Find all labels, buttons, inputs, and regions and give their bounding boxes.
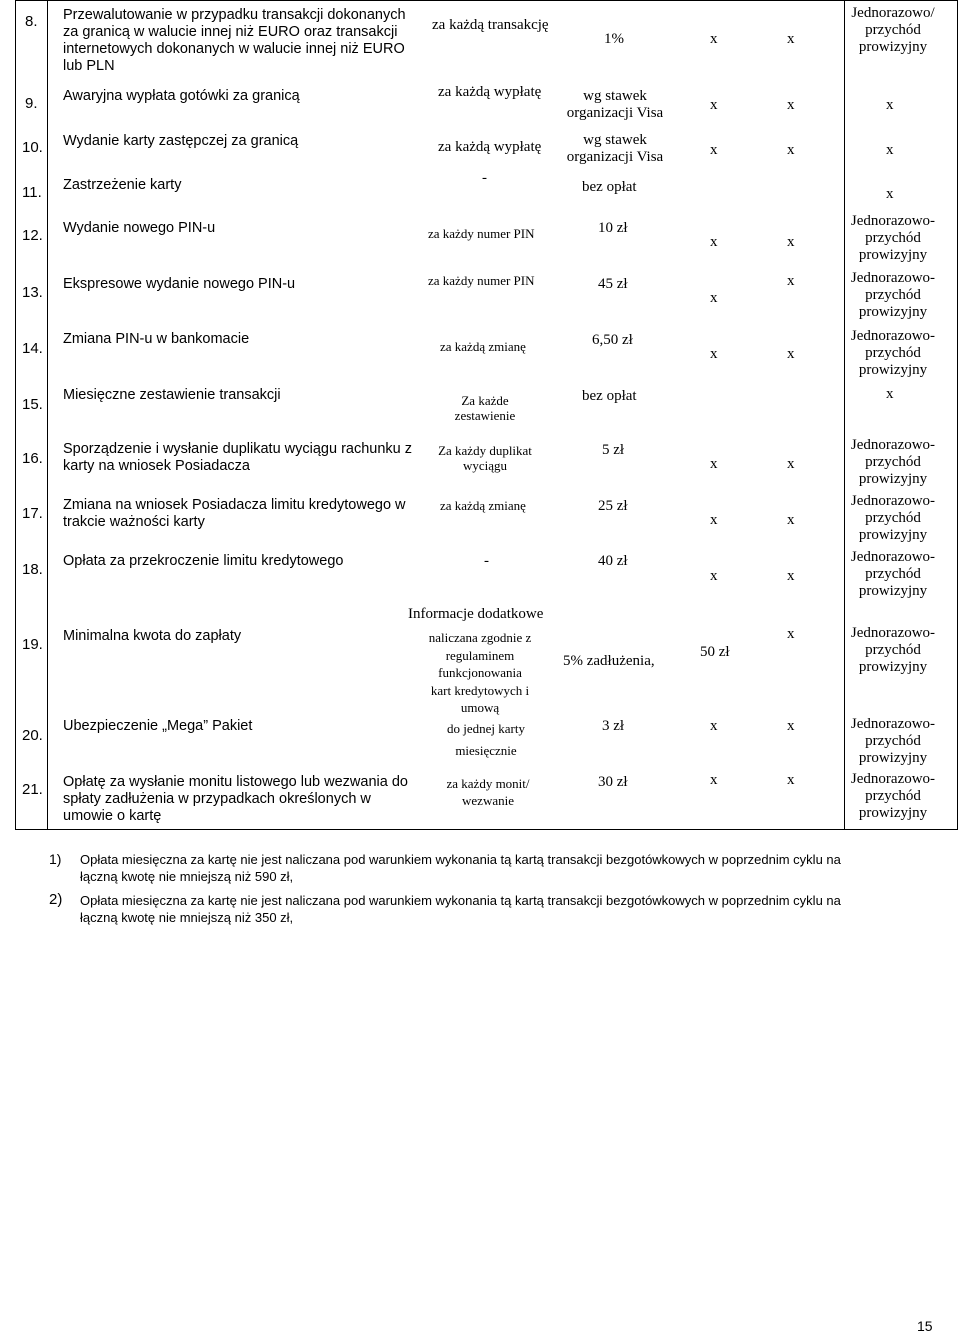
- cell-x: x: [787, 234, 795, 250]
- fee-description: Ubezpieczenie „Mega” Pakiet: [63, 718, 253, 734]
- footnote-text: Opłata miesięczna za kartę nie jest naliczana pod warunkiem wykonania tą kartą transakcji bezgotówkowych w poprzednim cyklu na łączną kwotę nie mniejszą niż 590 zł,: [80, 852, 841, 884]
- fee-value: 30 zł: [598, 774, 628, 790]
- fee-description: Wydanie nowego PIN-u: [63, 220, 216, 236]
- fee-unit: -: [482, 170, 487, 186]
- fee-description: Minimalna kwota do zapłaty: [63, 628, 242, 644]
- fee-description: Miesięczne zestawienie transakcji: [63, 387, 281, 403]
- fee-value: bez opłat: [582, 388, 637, 404]
- cell-x: x: [710, 97, 718, 113]
- cell-x: x: [787, 273, 795, 289]
- fee-unit: Za każdy duplikat wyciągu: [438, 443, 532, 473]
- fee-value: bez opłat: [582, 179, 637, 195]
- fee-unit: Za każde zestawienie: [454, 393, 516, 423]
- fee-description: Zastrzeżenie karty: [63, 177, 182, 193]
- row-number: 9.: [25, 95, 38, 112]
- row-number: 12.: [22, 227, 43, 244]
- fee-description: Awaryjna wypłata gotówki za granicą: [63, 88, 300, 104]
- fee-type: Jednorazowo- przychód prowizyjny: [850, 549, 936, 599]
- fee-description: Sporządzenie i wysłanie duplikatu wyciągu rachunku z karty na wniosek Posiadacza: [63, 441, 412, 474]
- cell-x: x: [787, 626, 795, 642]
- fee-value: 40 zł: [598, 553, 628, 569]
- fee-type: Jednorazowo- przychód prowizyjny: [850, 328, 936, 378]
- fee-description: Zmiana PIN-u w bankomacie: [63, 331, 250, 347]
- fee-type: Jednorazowo- przychód prowizyjny: [850, 270, 936, 320]
- fee-type: Jednorazowo- przychód prowizyjny: [850, 493, 936, 543]
- cell-x: x: [886, 97, 894, 113]
- footnote-text: Opłata miesięczna za kartę nie jest naliczana pod warunkiem wykonania tą kartą transakcji bezgotówkowych w poprzednim cyklu na łączną kwotę nie mniejszą niż 350 zł,: [80, 893, 841, 925]
- fee-unit: do jednej karty miesięcznie: [447, 721, 525, 758]
- fee-unit: za każdą wypłatę: [438, 139, 542, 155]
- row-number: 20.: [22, 727, 43, 744]
- cell-x: x: [710, 290, 718, 306]
- cell-x: x: [886, 186, 894, 202]
- row-number: 10.: [22, 139, 43, 156]
- cell-x: x: [787, 31, 795, 47]
- fee-type: Jednorazowo- przychód prowizyjny: [850, 771, 936, 821]
- page-number: 15: [917, 1318, 933, 1334]
- fee-value: 25 zł: [598, 498, 628, 514]
- fee-type: Jednorazowo- przychód prowizyjny: [850, 625, 936, 675]
- cell-x: x: [710, 718, 718, 734]
- fee-type: Jednorazowo- przychód prowizyjny: [850, 716, 936, 766]
- row-number: 14.: [22, 340, 43, 357]
- row-number: 19.: [22, 636, 43, 653]
- fee-type: Jednorazowo- przychód prowizyjny: [850, 213, 936, 263]
- cell-x: x: [787, 97, 795, 113]
- fee-type: Jednorazowo- przychód prowizyjny: [850, 437, 936, 487]
- cell-x: x: [710, 31, 718, 47]
- row-number: 13.: [22, 284, 43, 301]
- cell-x: x: [886, 386, 894, 402]
- row-number: 11.: [22, 184, 42, 201]
- fee-minimum: 50 zł: [700, 644, 730, 660]
- cell-x: x: [710, 456, 718, 472]
- fee-value: wg stawek organizacji Visa: [566, 88, 664, 121]
- fee-unit: za każdą transakcję: [432, 17, 549, 33]
- fee-value: 5 zł: [602, 442, 625, 458]
- cell-x: x: [710, 512, 718, 528]
- fee-unit: naliczana zgodnie z regulaminem funkcjonowania kart kredytowych i umową: [428, 630, 532, 715]
- fee-unit: za każdy numer PIN: [428, 226, 535, 241]
- cell-x: x: [710, 234, 718, 250]
- row-number: 17.: [22, 505, 43, 522]
- fee-value: wg stawek organizacji Visa: [566, 132, 664, 165]
- cell-x: x: [787, 142, 795, 158]
- fee-value: 10 zł: [598, 220, 628, 236]
- fee-description: Wydanie karty zastępczej za granicą: [63, 133, 299, 149]
- fee-unit: -: [484, 553, 489, 569]
- fee-unit: za każdy numer PIN: [428, 273, 535, 288]
- fee-value: 3 zł: [602, 718, 625, 734]
- footnote-marker: 1): [49, 851, 62, 867]
- fee-unit: za każdą zmianę: [440, 339, 526, 354]
- row-number: 8.: [25, 13, 38, 30]
- fee-value: 1%: [604, 31, 624, 47]
- cell-x: x: [787, 456, 795, 472]
- info-header: Informacje dodatkowe: [408, 606, 544, 622]
- fee-description: Opłata za przekroczenie limitu kredytowego: [63, 553, 344, 569]
- fee-description: Zmiana na wniosek Posiadacza limitu kredytowego w trakcie ważności karty: [63, 497, 406, 530]
- row-number: 21.: [22, 781, 43, 798]
- row-number: 16.: [22, 450, 43, 467]
- fee-description: Ekspresowe wydanie nowego PIN-u: [63, 276, 296, 292]
- cell-x: x: [710, 142, 718, 158]
- row-number: 15.: [22, 396, 43, 413]
- row-number: 18.: [22, 561, 43, 578]
- cell-x: x: [886, 142, 894, 158]
- cell-x: x: [787, 568, 795, 584]
- fee-unit: za każdą zmianę: [440, 498, 526, 513]
- fee-unit: za każdy monit/ wezwanie: [446, 776, 530, 808]
- cell-x: x: [710, 346, 718, 362]
- fee-value: 6,50 zł: [592, 332, 633, 348]
- cell-x: x: [787, 718, 795, 734]
- cell-x: x: [787, 512, 795, 528]
- fee-value: 5% zadłużenia,: [563, 653, 655, 669]
- cell-x: x: [787, 346, 795, 362]
- footnote-marker: 2): [49, 891, 63, 908]
- fee-type: Jednorazowo/ przychód prowizyjny: [851, 5, 935, 55]
- fee-description: Przewalutowanie w przypadku transakcji dokonanych za granicą w walucie innej niż EURO oraz transakcji internetowych dokonanych w walucie innej niż EURO lub PLN: [63, 7, 406, 74]
- cell-x: x: [787, 772, 795, 788]
- fee-unit: za każdą wypłatę: [438, 84, 542, 100]
- cell-x: x: [710, 772, 718, 788]
- fee-value: 45 zł: [598, 276, 628, 292]
- fee-description: Opłatę za wysłanie monitu listowego lub wezwania do spłaty zadłużenia w przypadkach określonych w umowie o kartę: [63, 774, 408, 824]
- cell-x: x: [710, 568, 718, 584]
